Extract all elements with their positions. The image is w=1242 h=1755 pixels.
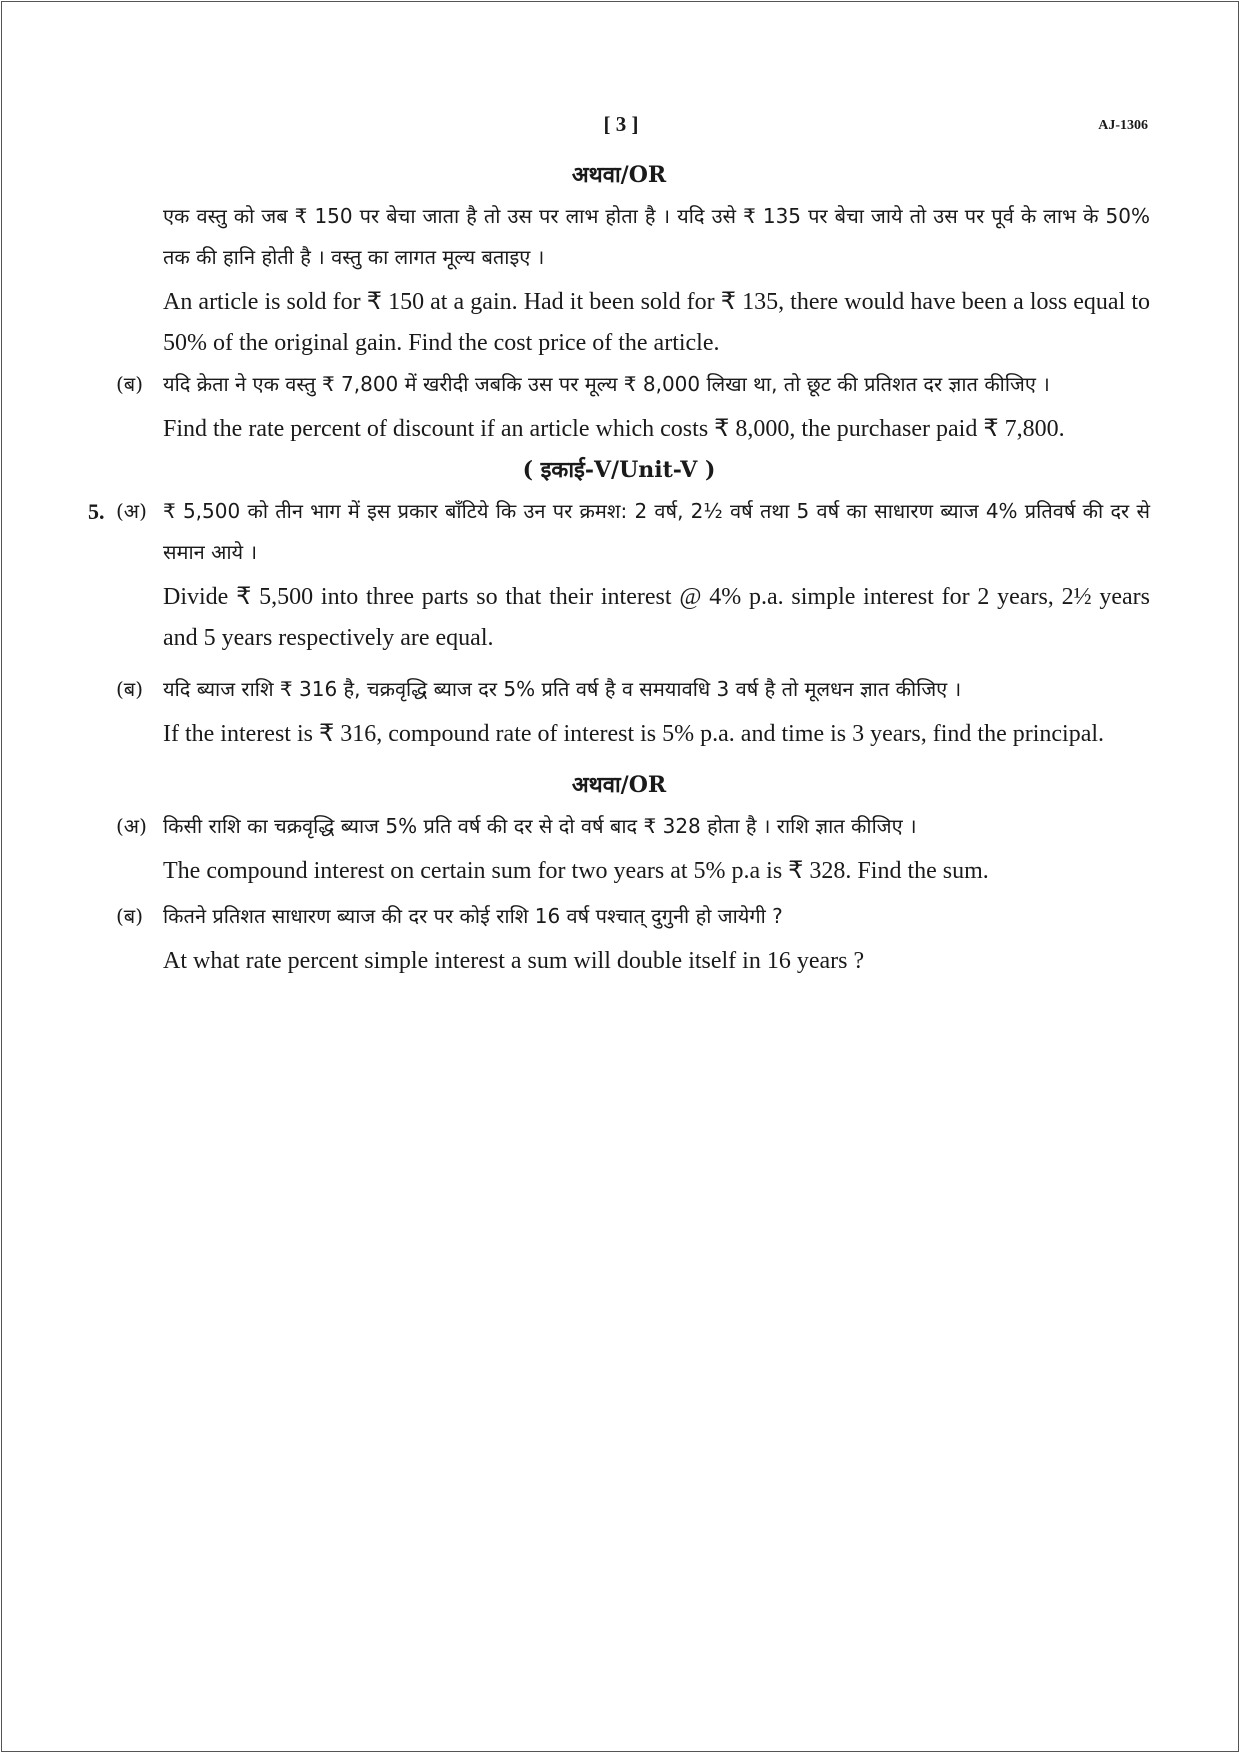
- question-5-or-a: [88, 806, 1150, 892]
- question-body: [163, 364, 1150, 450]
- question-4-or-block: [163, 196, 1150, 364]
- page-header: [0, 112, 1242, 142]
- question-5a: [88, 491, 1150, 659]
- question-body: [163, 806, 1150, 892]
- or-heading: अथवा/OR: [571, 772, 667, 798]
- question-body: [163, 491, 1150, 659]
- question-5-or-b: [88, 896, 1150, 982]
- question-hindi-text: यदि क्रेता ने एक वस्तु ₹ 7,800 में खरीदी जबकि उस पर मूल्य ₹ 8,000 लिखा था, तो छूट की प्रतिशत दर ज्ञात कीजिए ।: [163, 372, 1050, 396]
- question-hindi-text: किसी राशि का चक्रवृद्धि ब्याज 5% प्रति वर्ष की दर से दो वर्ष बाद ₹ 328 होता है । राशि ज्ञात कीजिए ।: [163, 814, 917, 838]
- question-english-text: The compound interest on certain sum for two years at 5% p.a is ₹ 328. Find the sum.: [163, 858, 989, 884]
- question-english-text: Divide ₹ 5,500 into three parts so that their interest @ 4% p.a. simple interest for 2 years, 2½ years and 5 years respectively are equal.: [163, 584, 1150, 651]
- sub-question-marker: (ब): [116, 904, 144, 928]
- question-4b: [88, 364, 1150, 450]
- paper-code: AJ-1306: [1098, 118, 1148, 133]
- question-content: [88, 155, 1150, 982]
- question-english-text: If the interest is ₹ 316, compound rate of interest is 5% p.a. and time is 3 years, find the principal.: [163, 721, 1105, 747]
- question-english-text: Find the rate percent of discount if an article which costs ₹ 8,000, the purchaser paid ₹ 7,800.: [163, 416, 1065, 442]
- question-hindi-text: ₹ 5,500 को तीन भाग में इस प्रकार बाँटिये कि उन पर क्रमश: 2 वर्ष, 2½ वर्ष तथा 5 वर्ष का साधारण ब्याज 4% प्रतिवर्ष की दर से समान आये ।: [163, 499, 1150, 564]
- sub-question-marker: (अ): [116, 499, 147, 523]
- question-body: [163, 896, 1150, 982]
- question-english-text: At what rate percent simple interest a sum will double itself in 16 years ?: [163, 948, 865, 974]
- question-hindi-text: यदि ब्याज राशि ₹ 316 है, चक्रवृद्धि ब्याज दर 5% प्रति वर्ष है व समयावधि 3 वर्ष है तो मूलधन ज्ञात कीजिए ।: [163, 677, 962, 701]
- sub-question-marker: (अ): [116, 814, 147, 838]
- sub-question-marker: (ब): [116, 677, 144, 701]
- question-hindi-text: एक वस्तु को जब ₹ 150 पर बेचा जाता है तो उस पर लाभ होता है । यदि उसे ₹ 135 पर बेचा जाये तो उस पर पूर्व के लाभ के 50% तक की हानि होती है । वस्तु का लागत मूल्य बताइए ।: [163, 204, 1150, 269]
- or-heading: अथवा/OR: [571, 162, 667, 188]
- question-body: [163, 669, 1150, 755]
- unit-heading: ( इकाई-V/Unit-V ): [522, 457, 716, 483]
- question-number: 5.: [88, 499, 105, 524]
- page-number: [ 3 ]: [603, 112, 639, 136]
- question-hindi-text: कितने प्रतिशत साधारण ब्याज की दर पर कोई राशि 16 वर्ष पश्चात् दुगुनी हो जायेगी ?: [163, 904, 783, 928]
- sub-question-marker: (ब): [116, 372, 144, 396]
- question-5b: [88, 669, 1150, 755]
- question-english-text: An article is sold for ₹ 150 at a gain. Had it been sold for ₹ 135, there would have been a loss equal to 50% of the original gain. Find the cost price of the article.: [163, 289, 1150, 356]
